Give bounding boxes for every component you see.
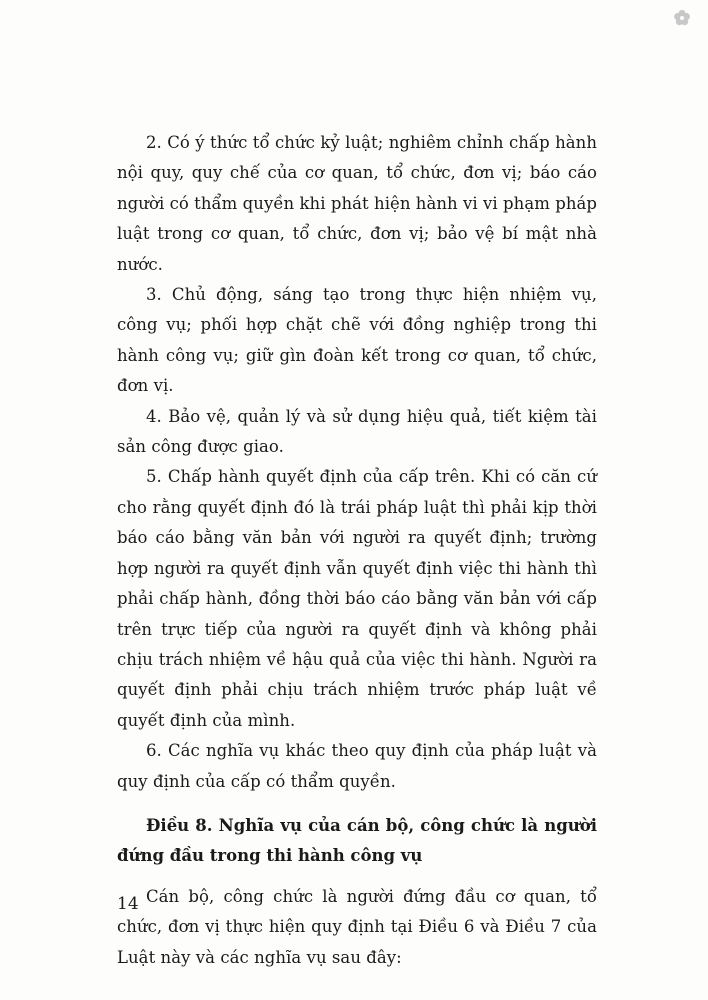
paragraph-item-3: 3. Chủ động, sáng tạo trong thực hiện nhiệm vụ, công vụ; phối hợp chặt chẽ với đồng nghiệp trong thi hành công vụ; giữ gìn đoàn kết trong cơ quan, tổ chức, đơn vị. <box>117 285 597 396</box>
article-8-body: Cán bộ, công chức là người đứng đầu cơ quan, tổ chức, đơn vị thực hiện quy định tại Điều 6 và Điều 7 của Luật này và các nghĩa vụ sau đây: <box>117 886 597 967</box>
paragraph-item-6: 6. Các nghĩa vụ khác theo quy định của pháp luật và quy định của cấp có thẩm quyền. <box>117 741 597 791</box>
body-text <box>117 128 597 973</box>
paragraph-item-5: 5. Chấp hành quyết định của cấp trên. Khi có căn cứ cho rằng quyết định đó là trái pháp luật thì phải kịp thời báo cáo bằng văn bản với người ra quyết định; trường hợp người ra quyết định vẫn quyết định việc thi hành thì phải chấp hành, đồng thời báo cáo bằng văn bản với cấp trên trực tiếp của người ra quyết định và không phải chịu trách nhiệm về hậu quả của việc thi hành. Người ra quyết định phải chịu trách nhiệm trước pháp luật về quyết định của mình. <box>117 467 597 730</box>
page-number: 14 <box>117 894 139 914</box>
flower-mark-icon <box>672 8 692 28</box>
paragraph-item-4: 4. Bảo vệ, quản lý và sử dụng hiệu quả, tiết kiệm tài sản công được giao. <box>117 406 597 457</box>
paragraph-item-2: 2. Có ý thức tổ chức kỷ luật; nghiêm chỉnh chấp hành nội quy, quy chế của cơ quan, tổ chức, đơn vị; báo cáo người có thẩm quyền khi phát hiện hành vi vi phạm pháp luật trong cơ quan, tổ chức, đơn vị; bảo vệ bí mật nhà nước. <box>117 133 597 274</box>
article-8-heading: Điều 8. Nghĩa vụ của cán bộ, công chức là người đứng đầu trong thi hành công vụ <box>117 815 597 866</box>
